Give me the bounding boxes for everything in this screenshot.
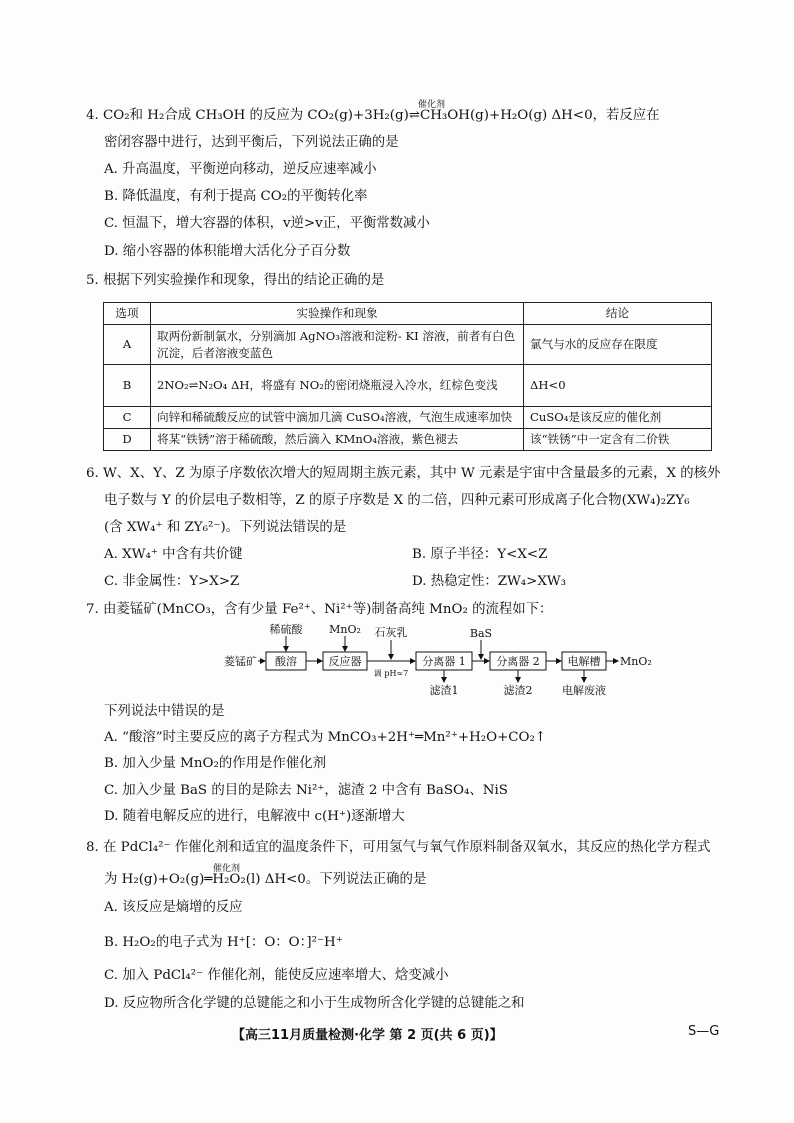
table-cell-operation: 向锌和稀硫酸反应的试管中滴加几滴 CuSO₄溶液，气泡生成速率加快 [151, 407, 524, 429]
flow-output-label: 滤渣1 [429, 684, 459, 697]
q7-flow-diagram [224, 622, 668, 700]
flow-input-label: 稀硫酸 [269, 623, 303, 636]
q5-stem: 5. 根据下列实验操作和现象，得出的结论正确的是 [86, 273, 385, 288]
table-cell-option: D [104, 429, 151, 451]
q8-option-d: D. 反应物所含化学键的总键能之和小于生成物所含化学键的总键能之和 [104, 996, 525, 1011]
q6-option-d: D. 热稳定性：ZW₄>XW₃ [412, 574, 567, 589]
flow-box-label: 分离器 1 [422, 655, 466, 668]
table-cell-conclusion: ΔH<0 [524, 365, 712, 407]
page-footer: 【高三11月质量检测·化学 第 2 页(共 6 页)】 [232, 1028, 503, 1043]
q4-catalyst-label: 催化剂 [418, 100, 446, 110]
table-cell-conclusion: CuSO₄是该反应的催化剂 [524, 407, 712, 429]
flow-box-label: 分离器 2 [496, 655, 540, 668]
q6-line1: 6. W、X、Y、Z 为原子序数依次增大的短周期主族元素，其中 W 元素是宇宙中含量最多的元素，X 的核外 [86, 466, 721, 481]
table-header: 实验操作和现象 [151, 303, 524, 325]
q6-option-c: C. 非金属性：Y>X>Z [104, 574, 240, 589]
flow-ph-label: 调 pH≈7 [373, 669, 409, 678]
flow-input-label: MnO₂ [329, 623, 361, 636]
q8-option-b: B. H₂O₂的电子式为 H⁺[：O：O：]²⁻H⁺ [104, 935, 343, 950]
q4-line2: 密闭容器中进行，达到平衡后，下列说法正确的是 [104, 135, 399, 150]
q7-option-a: A. “酸溶”时主要反应的离子方程式为 MnCO₃+2H⁺═Mn²⁺+H₂O+CO₂↑ [104, 730, 547, 745]
q5-table [103, 302, 712, 451]
flow-input-label: 石灰乳 [374, 626, 408, 639]
flow-box-label: 酸溶 [275, 655, 297, 668]
q7-option-d: D. 随着电解反应的进行，电解液中 c(H⁺)逐渐增大 [104, 809, 405, 824]
paper-code: S—G [688, 1024, 720, 1039]
q8-catalyst-label: 催化剂 [213, 864, 241, 874]
q6-line3: (含 XW₄⁺ 和 ZY₆²⁻)。下列说法错误的是 [104, 520, 347, 535]
q6-option-b: B. 原子半径：Y<X<Z [412, 547, 548, 562]
table-cell-operation: 取两份新制氯水，分别滴加 AgNO₃溶液和淀粉- KI 溶液，前者有白色沉淀，后者溶液变蓝色 [151, 325, 524, 365]
q4-option-a: A. 升高温度，平衡逆向移动，逆反应速率减小 [104, 162, 377, 177]
q4-option-c: C. 恒温下，增大容器的体积，v逆>v正，平衡常数减小 [104, 216, 430, 231]
flow-start-label: 菱锰矿 [224, 655, 257, 668]
q8-line1: 8. 在 PdCl₄²⁻ 作催化剂和适宜的温度条件下，可用氢气与氧气作原料制备双氧水，其反应的热化学方程式 [86, 840, 711, 855]
table-header-row [104, 303, 712, 325]
table-row [104, 429, 712, 451]
flow-box-label: 反应器 [328, 655, 362, 668]
q4-option-d: D. 缩小容器的体积能增大活化分子百分数 [104, 244, 351, 259]
table-row [104, 325, 712, 365]
table-cell-option: C [104, 407, 151, 429]
flow-box-label: 电解槽 [567, 655, 601, 668]
flow-product-label: MnO₂ [620, 655, 652, 668]
table-row [104, 365, 712, 407]
q4-option-b: B. 降低温度，有利于提高 CO₂的平衡转化率 [104, 189, 368, 204]
q7-stem: 7. 由菱锰矿(MnCO₃，含有少量 Fe²⁺、Ni²⁺等)制备高纯 MnO₂ 的流程如下： [86, 602, 553, 617]
flow-output-label: 电解废液 [562, 684, 606, 697]
q8-option-c: C. 加入 PdCl₄²⁻ 作催化剂，能使反应速率增大、焓变减小 [104, 968, 449, 983]
q8-option-a: A. 该反应是熵增的反应 [104, 900, 243, 915]
table-cell-option: B [104, 365, 151, 407]
q6-option-a: A. XW₄⁺ 中含有共价键 [104, 547, 243, 562]
q7-question: 下列说法中错误的是 [104, 704, 225, 719]
q7-option-c: C. 加入少量 BaS 的目的是除去 Ni²⁺，滤渣 2 中含有 BaSO₄、NiS [104, 783, 508, 798]
table-row [104, 407, 712, 429]
table-header: 选项 [104, 303, 151, 325]
table-header: 结论 [524, 303, 712, 325]
table-cell-operation: 将某“铁锈”溶于稀硫酸，然后滴入 KMnO₄溶液，紫色褪去 [151, 429, 524, 451]
q6-line2: 电子数与 Y 的价层电子数相等，Z 的原子序数是 X 的二倍，四种元素可形成离子化合物(XW₄)₂ZY₆ [104, 493, 690, 508]
q8-line2: 为 H₂(g)+O₂(g)═H₂O₂(l) ΔH<0。下列说法正确的是 [104, 872, 427, 887]
table-cell-operation: 2NO₂⇌N₂O₄ ΔH，将盛有 NO₂的密闭烧瓶浸入冷水，红棕色变浅 [151, 365, 524, 407]
q4-line1: 4. CO₂和 H₂合成 CH₃OH 的反应为 CO₂(g)+3H₂(g)⇌CH₃OH(g)+H₂O(g) ΔH<0，若反应在 [86, 108, 660, 123]
table-cell-conclusion: 该“铁锈”中一定含有二价铁 [524, 429, 712, 451]
table-cell-option: A [104, 325, 151, 365]
table-cell-conclusion: 氯气与水的反应存在限度 [524, 325, 712, 365]
flow-input-label: BaS [469, 627, 493, 640]
flow-output-label: 滤渣2 [503, 684, 533, 697]
q7-option-b: B. 加入少量 MnO₂的作用是作催化剂 [104, 756, 326, 771]
